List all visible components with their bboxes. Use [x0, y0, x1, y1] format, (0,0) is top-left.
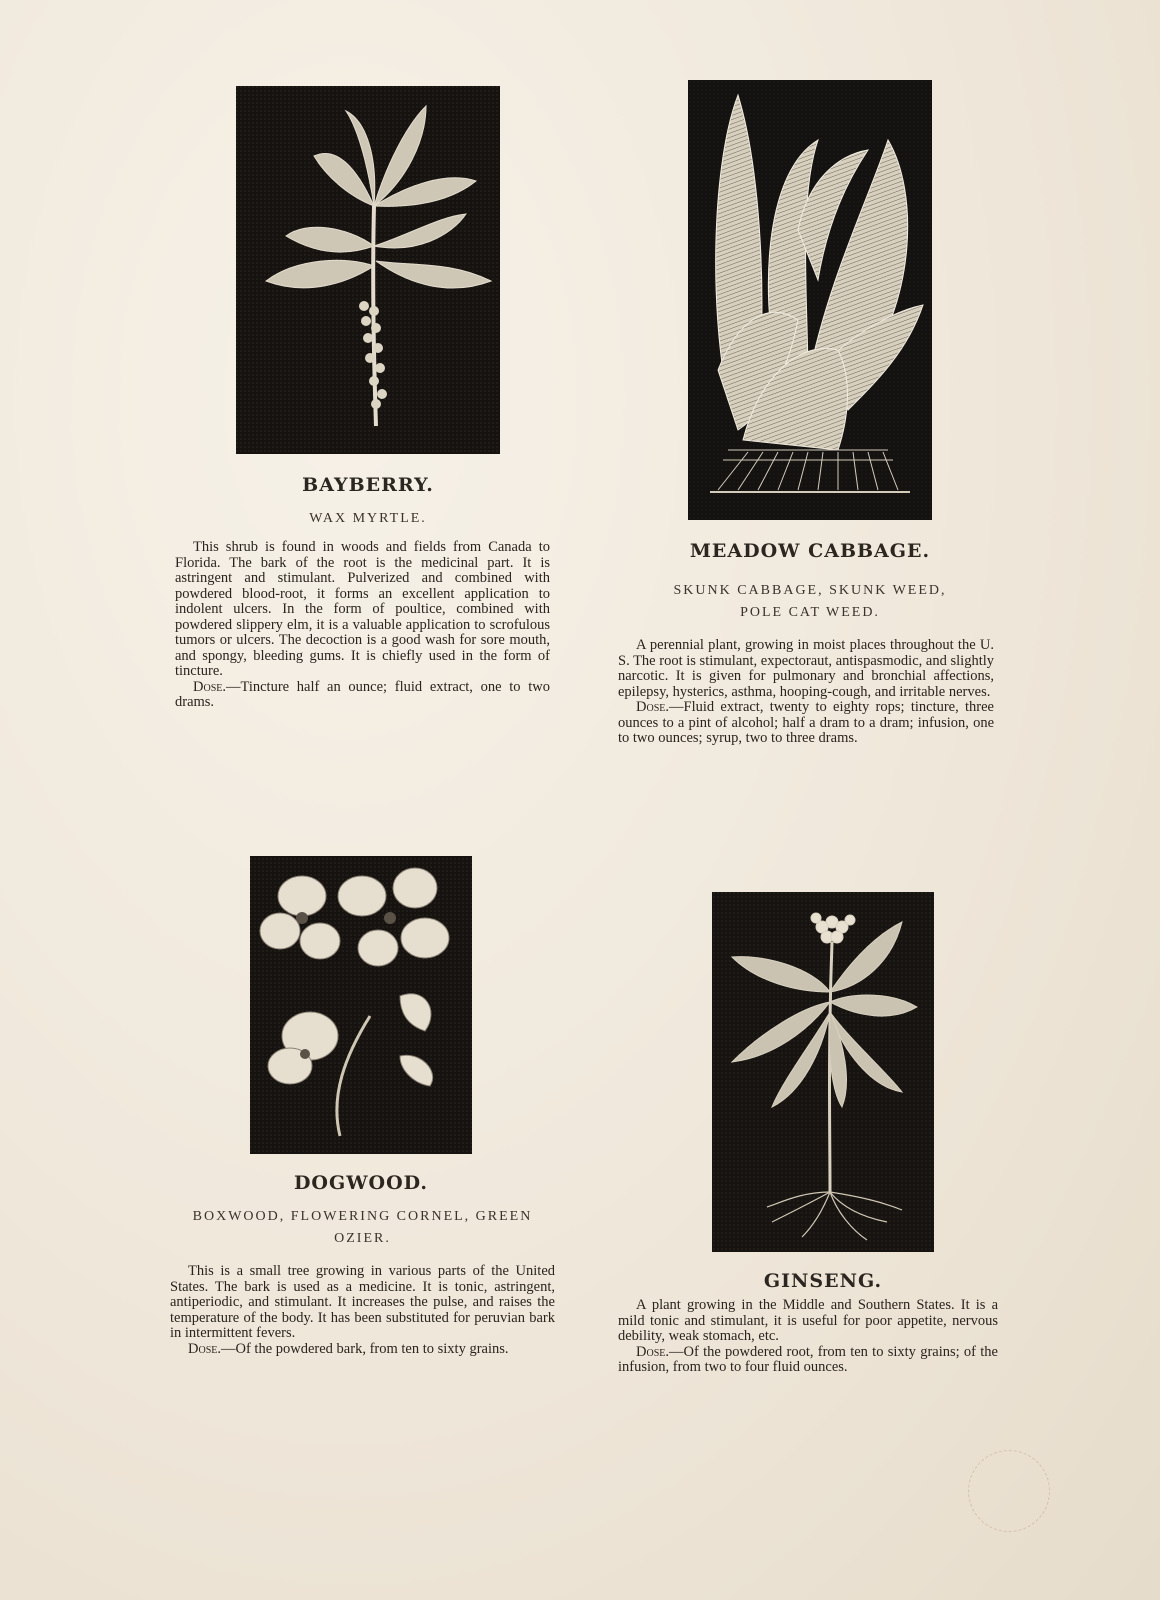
- bayberry-body: This shrub is found in woods and fields from Canada to Florida. The bark of the root is the medicinal part. It is astringent and stimulant. Pulverized and combined with powdered blood-root, it forms an excellent application to indolent ulcers. In the form of poultice, combined with powdered slippery elm, it is a valuable application to scrofulous tumors or ulcers. The decoction is a good wash for sore mouth, and spongy, bleeding gums. It is chiefly used in the form of tincture.: [175, 539, 550, 679]
- bayberry-dose: [175, 680, 550, 711]
- bayberry-subtitle: WAX MYRTLE.: [309, 511, 427, 526]
- meadow-cabbage-subtitle: SKUNK CABBAGE, SKUNK WEED, POLE CAT WEED.: [673, 583, 947, 620]
- dogwood-body: This is a small tree growing in various parts of the United States. The bark is used as a medicine. It is tonic, astringent, antiperiodic, and stimulant. It increases the pulse, and raises the temperature of the body. It has been substituted for peruvian bark in intermittent fevers.: [170, 1263, 555, 1341]
- dogwood-title: DOGWOOD.: [293, 1172, 429, 1194]
- dose-text: —Fluid extract, twenty to eighty rops; tincture, three ounces to a pint of alcohol; half a dram to a dram; infusion, one to two ounces; syrup, two to three drams.: [618, 699, 994, 746]
- dose-label: Dose.: [636, 699, 669, 715]
- dogwood-description: [170, 1264, 555, 1357]
- ginseng-description: [618, 1298, 998, 1376]
- paper-stain: [968, 1450, 1050, 1532]
- dogwood-subtitle: BOXWOOD, FLOWERING CORNEL, GREEN OZIER.: [192, 1209, 533, 1246]
- bayberry-engraving: [236, 86, 500, 454]
- meadow-cabbage-engraving: [688, 80, 932, 520]
- bayberry-description: [175, 540, 550, 711]
- ginseng-engraving: [712, 892, 934, 1252]
- dose-label: Dose.: [188, 1340, 221, 1357]
- dose-text: —Of the powdered root, from ten to sixty grains; of the infusion, from two to four fluid ounces.: [618, 1343, 998, 1375]
- dose-text: —Of the powdered bark, from ten to sixty grains.: [221, 1340, 509, 1357]
- meadow-cabbage-description: [618, 638, 994, 747]
- ginseng-dose: [618, 1345, 998, 1376]
- dose-label: Dose.: [193, 678, 226, 695]
- dogwood-engraving: [250, 856, 472, 1154]
- meadow-cabbage-illustration: [688, 80, 932, 520]
- meadow-cabbage-dose: [618, 700, 994, 747]
- dogwood-dose: [170, 1342, 555, 1358]
- meadow-cabbage-body: A perennial plant, growing in moist places throughout the U. S. The root is stimulant, expectoraut, antispasmodic, and slightly narcotic. It is given for pulmonary and bronchial affections, epilepsy, hysterics, asthma, hooping-cough, and irritable nerves.: [618, 637, 994, 700]
- ginseng-title: GINSENG.: [763, 1270, 883, 1292]
- dogwood-illustration: [250, 856, 472, 1154]
- ginseng-illustration: [712, 892, 934, 1252]
- bayberry-illustration: [236, 86, 500, 454]
- ginseng-body: A plant growing in the Middle and Southern States. It is a mild tonic and stimulant, it is useful for poor appetite, nervous debility, weak stomach, etc.: [618, 1297, 998, 1344]
- meadow-cabbage-title: MEADOW CABBAGE.: [689, 540, 931, 562]
- dose-label: Dose.: [636, 1343, 669, 1360]
- dose-text: —Tincture half an ounce; fluid extract, one to two drams.: [175, 678, 550, 710]
- bayberry-title: BAYBERRY.: [302, 474, 434, 496]
